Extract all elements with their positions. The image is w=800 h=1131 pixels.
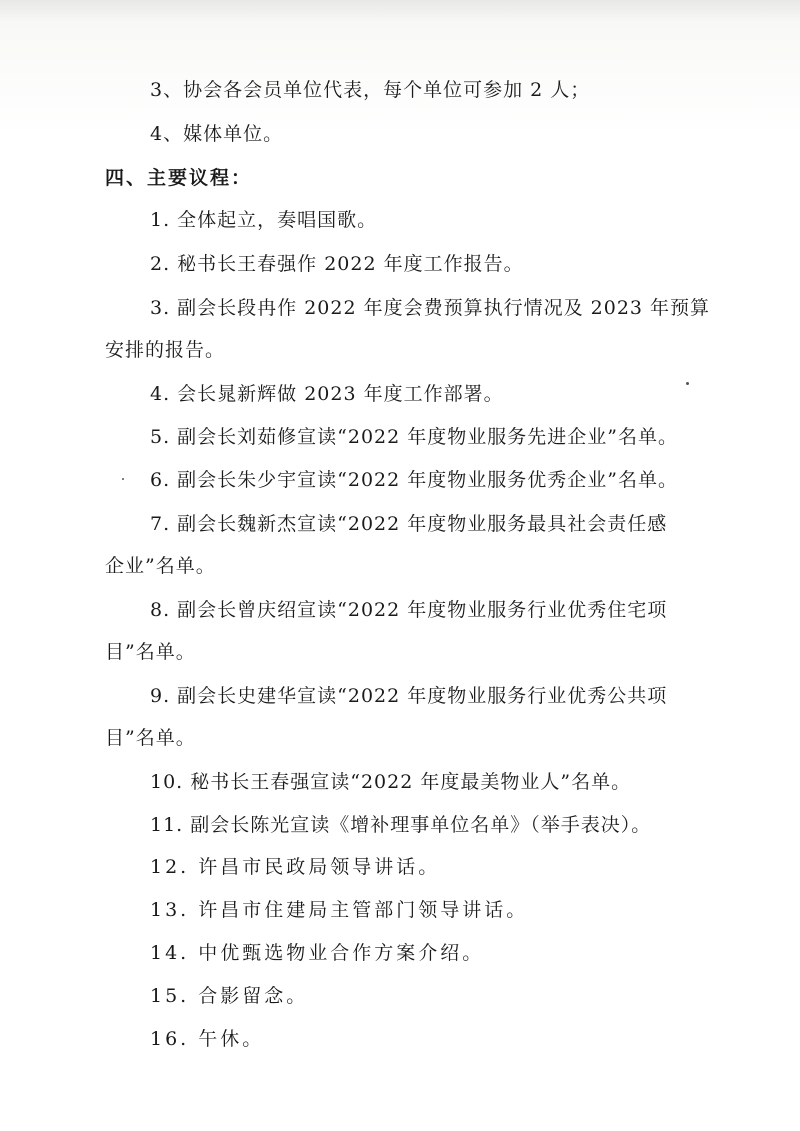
agenda-item-12: 12. 许昌市民政局领导讲话。 [150,856,441,878]
agenda-item-5: 5. 副会长刘茹修宣读“2022 年度物业服务先进企业”名单。 [150,426,678,448]
agenda-item-4: 4. 会长晁新辉做 2023 年度工作部署。 [150,383,504,405]
agenda-item-14: 14. 中优甄选物业合作方案介绍。 [150,942,485,964]
agenda-item-11: 11. 副会长陈光宣读《增补理事单位名单》（举手表决）。 [150,814,652,836]
scan-speck [122,478,124,480]
agenda-item-16: 16. 午休。 [150,1028,265,1050]
agenda-item-9: 9. 副会长史建华宣读“2022 年度物业服务行业优秀公共项 [150,685,668,707]
agenda-item-13: 13. 许昌市住建局主管部门领导讲话。 [150,899,529,921]
attendee-item-3: 3、协会各会员单位代表，每个单位可参加 2 人； [150,79,591,101]
agenda-item-3-continued: 安排的报告。 [105,339,226,361]
agenda-item-9-continued: 目”名单。 [105,727,196,749]
agenda-item-8-continued: 目”名单。 [105,641,196,663]
scan-shadow [0,0,800,22]
agenda-item-10: 10. 秘书长王春强宣读“2022 年度最美物业人”名单。 [150,771,632,793]
scan-speck [686,382,689,385]
agenda-item-7-continued: 企业”名单。 [105,555,216,577]
agenda-item-2: 2. 秘书长王春强作 2022 年度工作报告。 [150,253,524,275]
agenda-item-15: 15. 合影留念。 [150,985,309,1007]
agenda-item-3: 3. 副会长段冉作 2022 年度会费预算执行情况及 2023 年预算 [150,297,711,319]
agenda-item-6: 6. 副会长朱少宇宣读“2022 年度物业服务优秀企业”名单。 [150,469,678,491]
agenda-item-7: 7. 副会长魏新杰宣读“2022 年度物业服务最具社会责任感 [150,513,668,535]
attendee-item-4: 4、媒体单位。 [150,123,284,145]
agenda-item-8: 8. 副会长曾庆绍宣读“2022 年度物业服务行业优秀住宅项 [150,599,668,621]
agenda-item-1: 1. 全体起立，奏唱国歌。 [150,209,378,231]
section-heading-agenda: 四、主要议程： [105,167,253,189]
